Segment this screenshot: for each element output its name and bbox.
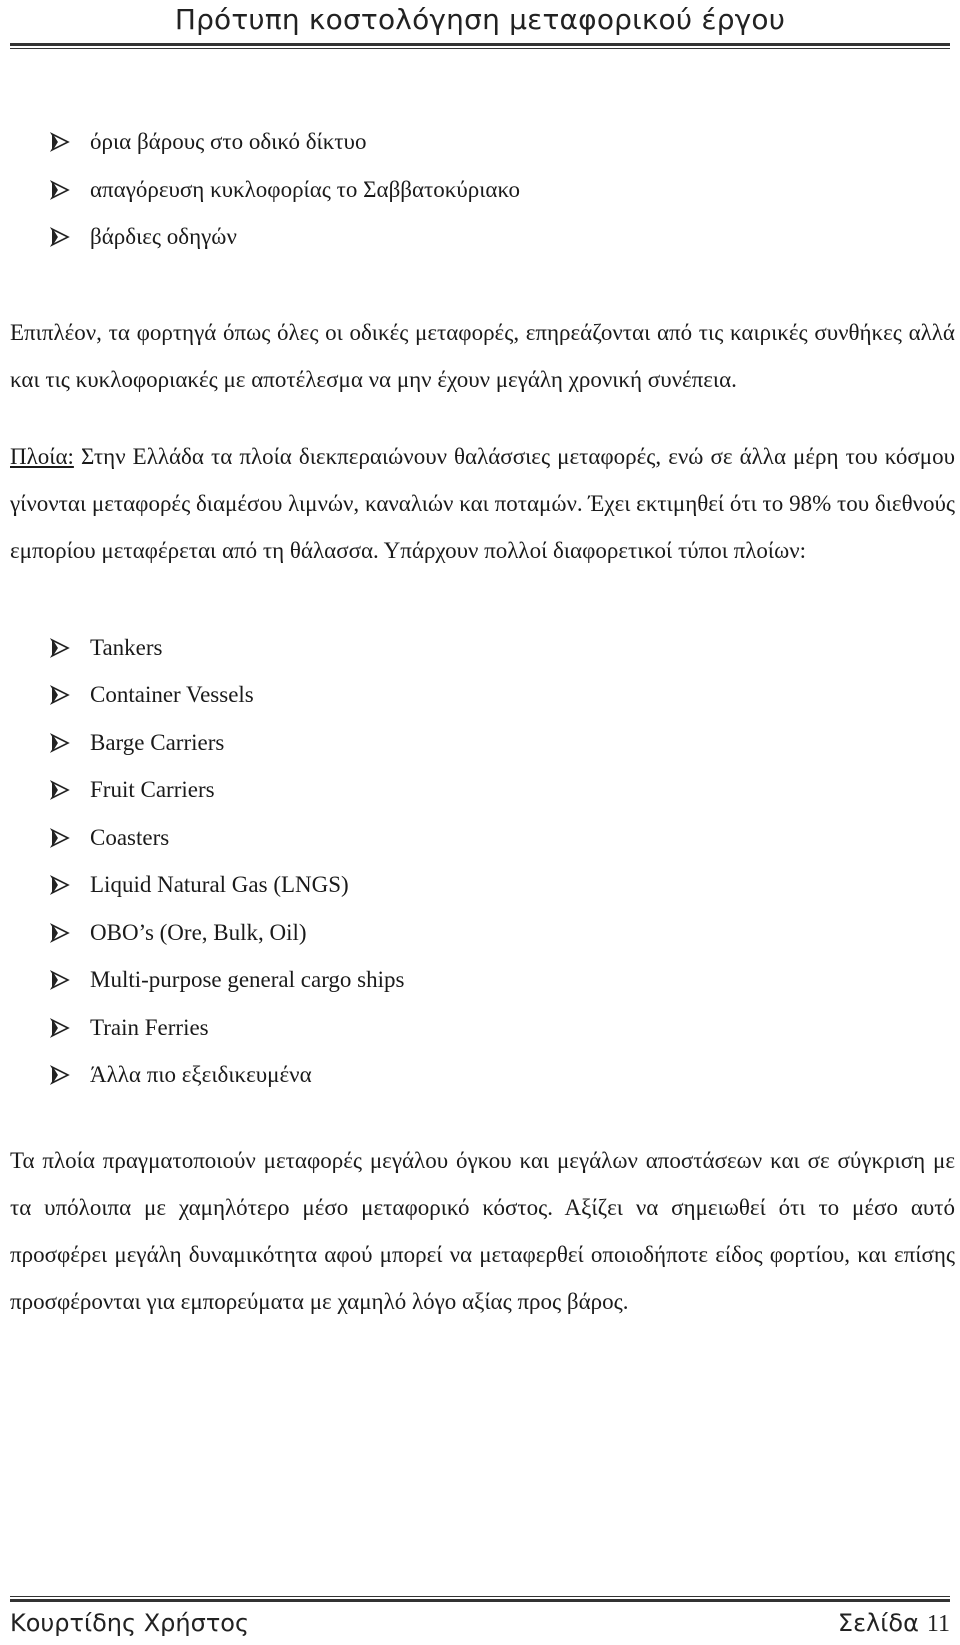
footer-rule [10,1596,950,1602]
header-title: Πρότυπη κοστολόγηση μεταφορικού έργου [174,3,786,36]
list-item [10,861,955,909]
paragraph-weather: Επιπλέον, τα φορτηγά όπως όλες οι οδικές μεταφορές, επηρεάζονται από τις καιρικές συνθήκες αλλά και τις κυκλοφοριακές με αποτέλεσμα να μην έχουν μεγάλη χρονική συνέπεια. [10,319,955,392]
arrowhead-bullet-icon [50,970,70,990]
list-item-text: Tankers [90,634,163,660]
list-item [10,814,955,862]
list-item [10,118,955,166]
footer-page-label: Σελίδα [837,1609,919,1637]
list-item [10,213,955,261]
list-item [10,1004,955,1052]
list-item [10,719,955,767]
arrowhead-bullet-icon [50,923,70,943]
bullet-list-constraints [10,118,955,261]
list-item-text: Container Vessels [90,682,254,707]
arrowhead-bullet-icon [50,638,70,658]
list-item [10,624,955,672]
list-item [10,1051,955,1099]
page-header [0,0,960,58]
ships-label: Πλοία: [10,443,74,469]
paragraph-ships [10,433,955,574]
arrowhead-bullet-icon [50,828,70,848]
footer-page-info [838,1603,950,1644]
list-item [10,671,955,719]
arrowhead-bullet-icon [50,1065,70,1085]
arrowhead-bullet-icon [50,780,70,800]
list-item-text: OBO’s (Ore, Bulk, Oil) [90,919,307,945]
footer-page-number: 11 [926,1611,950,1637]
list-item-text: Multi-purpose general cargo ships [90,967,405,992]
arrowhead-bullet-icon [50,132,70,152]
list-item-text: Fruit Carriers [90,777,215,802]
list-item-text: Train Ferries [90,1014,209,1040]
list-item-text: απαγόρευση κυκλοφορίας το Σαββατοκύριακο [90,176,521,202]
list-item-text: Coasters [90,824,170,850]
paragraph-ship-advantages: Τα πλοία πραγματοποιούν μεταφορές μεγάλου όγκου και μεγάλων αποστάσεων και σε σύγκριση με τα υπόλοιπα με χαμηλότερο μέσο μεταφορικό κόστος. Αξίζει να σημειωθεί ότι το μέσο αυτό προσφέρει μεγάλη δυναμικότητα αφού μπορεί να μεταφερθεί οποιοδήποτε είδος φορτίου, και επίσης προσφέρονται για εμπορεύματα με χαμηλό λόγο αξίας προς βάρος. [10,1147,955,1314]
list-item-text: Liquid Natural Gas (LNGS) [90,872,349,897]
arrowhead-bullet-icon [50,685,70,705]
list-item-text: Άλλα πιο εξειδικευμένα [90,1062,312,1087]
list-item-text: βάρδιες οδηγών [90,224,237,249]
arrowhead-bullet-icon [50,875,70,895]
arrowhead-bullet-icon [50,180,70,200]
arrowhead-bullet-icon [50,733,70,753]
arrowhead-bullet-icon [50,1018,70,1038]
list-item [10,766,955,814]
arrowhead-bullet-icon [50,227,70,247]
list-item [10,909,955,957]
list-item [10,956,955,1004]
list-item [10,166,955,214]
list-item-text: όρια βάρους στο οδικό δίκτυο [90,129,367,154]
page-content [10,118,955,1325]
page-footer [10,1603,950,1643]
footer-author: Κουρτίδης Χρήστος [10,1609,250,1637]
ships-text: Στην Ελλάδα τα πλοία διεκπεραιώνουν θαλάσσιες μεταφορές, ενώ σε άλλα μέρη του κόσμου γίνονται μεταφορές διαμέσου λιμνών, καναλιών και ποταμών. Έχει εκτιμηθεί ότι το 98% του διεθνούς εμπορίου μεταφέρεται από τη θάλασσα. Υπάρχουν πολλοί διαφορετικοί τύποι πλοίων: [10,443,955,563]
list-item-text: Barge Carriers [90,729,225,755]
bullet-list-ship-types [10,624,955,1099]
header-rule [10,43,950,49]
